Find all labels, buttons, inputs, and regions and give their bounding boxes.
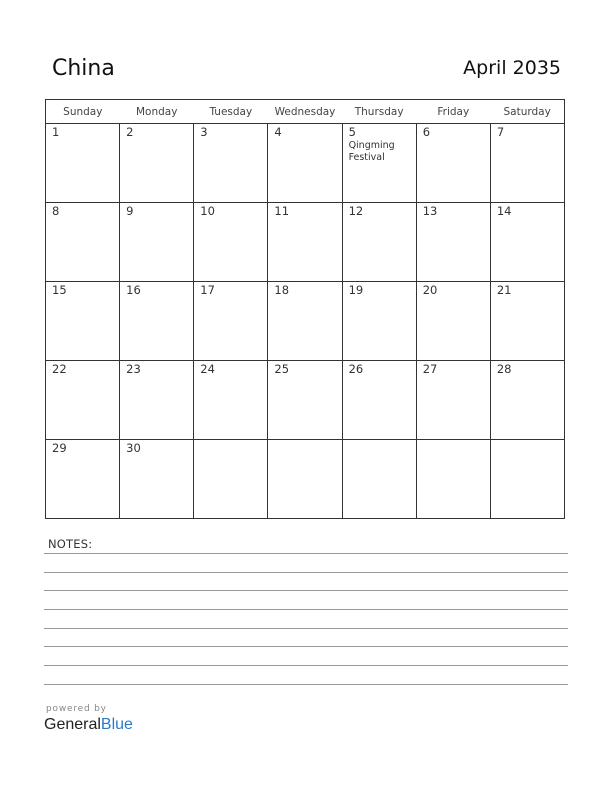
day-cell	[46, 282, 120, 361]
day-number: 21	[496, 283, 512, 297]
weekday-saturday: Saturday	[490, 100, 564, 124]
day-cell	[342, 124, 416, 203]
note-line	[44, 628, 568, 629]
day-cell	[194, 203, 268, 282]
day-cell	[194, 361, 268, 440]
note-line	[44, 553, 568, 554]
day-number: 25	[274, 362, 290, 376]
day-cell	[268, 361, 342, 440]
week-row	[46, 203, 565, 282]
day-number: 12	[348, 204, 364, 218]
day-cell	[120, 282, 194, 361]
notes-label: NOTES:	[48, 537, 93, 551]
day-cell	[416, 440, 490, 519]
day-cell	[120, 361, 194, 440]
note-line	[44, 665, 568, 666]
weekday-friday: Friday	[416, 100, 490, 124]
day-number: 1	[52, 125, 60, 139]
day-cell	[342, 282, 416, 361]
day-number: 18	[274, 283, 290, 297]
day-cell	[46, 440, 120, 519]
note-line	[44, 684, 568, 685]
weekday-thursday: Thursday	[342, 100, 416, 124]
generalblue-logo[interactable]	[44, 716, 133, 734]
day-cell	[416, 282, 490, 361]
day-number: 14	[496, 204, 512, 218]
day-cell	[342, 440, 416, 519]
note-line	[44, 572, 568, 573]
weekday-wednesday: Wednesday	[268, 100, 342, 124]
day-number: 6	[422, 125, 431, 139]
day-cell	[490, 124, 564, 203]
day-number: 13	[422, 204, 438, 218]
note-line	[44, 646, 568, 647]
day-cell	[120, 203, 194, 282]
day-number: 4	[274, 125, 282, 139]
calendar-grid	[45, 99, 565, 519]
day-number: 11	[274, 204, 290, 218]
day-cell	[490, 440, 564, 519]
day-cell	[46, 361, 120, 440]
day-number: 10	[200, 204, 215, 218]
day-number: 5	[348, 125, 356, 139]
day-number: 8	[52, 204, 60, 218]
week-row	[46, 282, 565, 361]
weekday-header-row	[46, 100, 565, 124]
note-line	[44, 590, 568, 591]
day-number: 23	[126, 362, 141, 376]
day-cell	[416, 361, 490, 440]
day-cell	[120, 124, 194, 203]
day-number: 15	[52, 283, 67, 297]
day-cell	[342, 361, 416, 440]
day-cell	[46, 203, 120, 282]
weekday-tuesday: Tuesday	[194, 100, 268, 124]
weekday-sunday: Sunday	[46, 100, 120, 124]
day-cell	[194, 124, 268, 203]
day-cell	[490, 203, 564, 282]
day-number: 26	[348, 362, 364, 376]
week-row	[46, 440, 565, 519]
day-number: 24	[200, 362, 215, 376]
day-cell	[490, 282, 564, 361]
day-number: 9	[126, 204, 134, 218]
day-cell	[268, 440, 342, 519]
brand-general: General	[44, 716, 101, 733]
month-title: April 2035	[463, 57, 561, 79]
day-number: 19	[348, 283, 364, 297]
day-number: 17	[200, 283, 215, 297]
day-number: 30	[126, 441, 141, 455]
day-cell	[46, 124, 120, 203]
day-cell	[268, 203, 342, 282]
powered-by-text: powered by	[46, 704, 107, 714]
weekday-monday: Monday	[120, 100, 194, 124]
day-number: 7	[496, 125, 505, 139]
week-row	[46, 124, 565, 203]
day-cell	[416, 203, 490, 282]
day-number: 20	[422, 283, 438, 297]
day-number: 27	[422, 362, 438, 376]
country-title: China	[52, 56, 115, 81]
day-number: 29	[52, 441, 67, 455]
day-cell	[268, 282, 342, 361]
day-number: 16	[126, 283, 141, 297]
day-cell	[268, 124, 342, 203]
brand-blue: Blue	[100, 716, 133, 733]
day-cell	[194, 282, 268, 361]
day-number: 2	[126, 125, 134, 139]
day-number: 22	[52, 362, 67, 376]
holiday-label: Qingming Festival	[348, 140, 395, 163]
day-cell	[490, 361, 564, 440]
day-cell	[416, 124, 490, 203]
day-number: 3	[200, 125, 208, 139]
note-line	[44, 609, 568, 610]
day-cell	[342, 203, 416, 282]
day-cell	[120, 440, 194, 519]
day-cell	[194, 440, 268, 519]
week-row	[46, 361, 565, 440]
day-number: 28	[496, 362, 512, 376]
